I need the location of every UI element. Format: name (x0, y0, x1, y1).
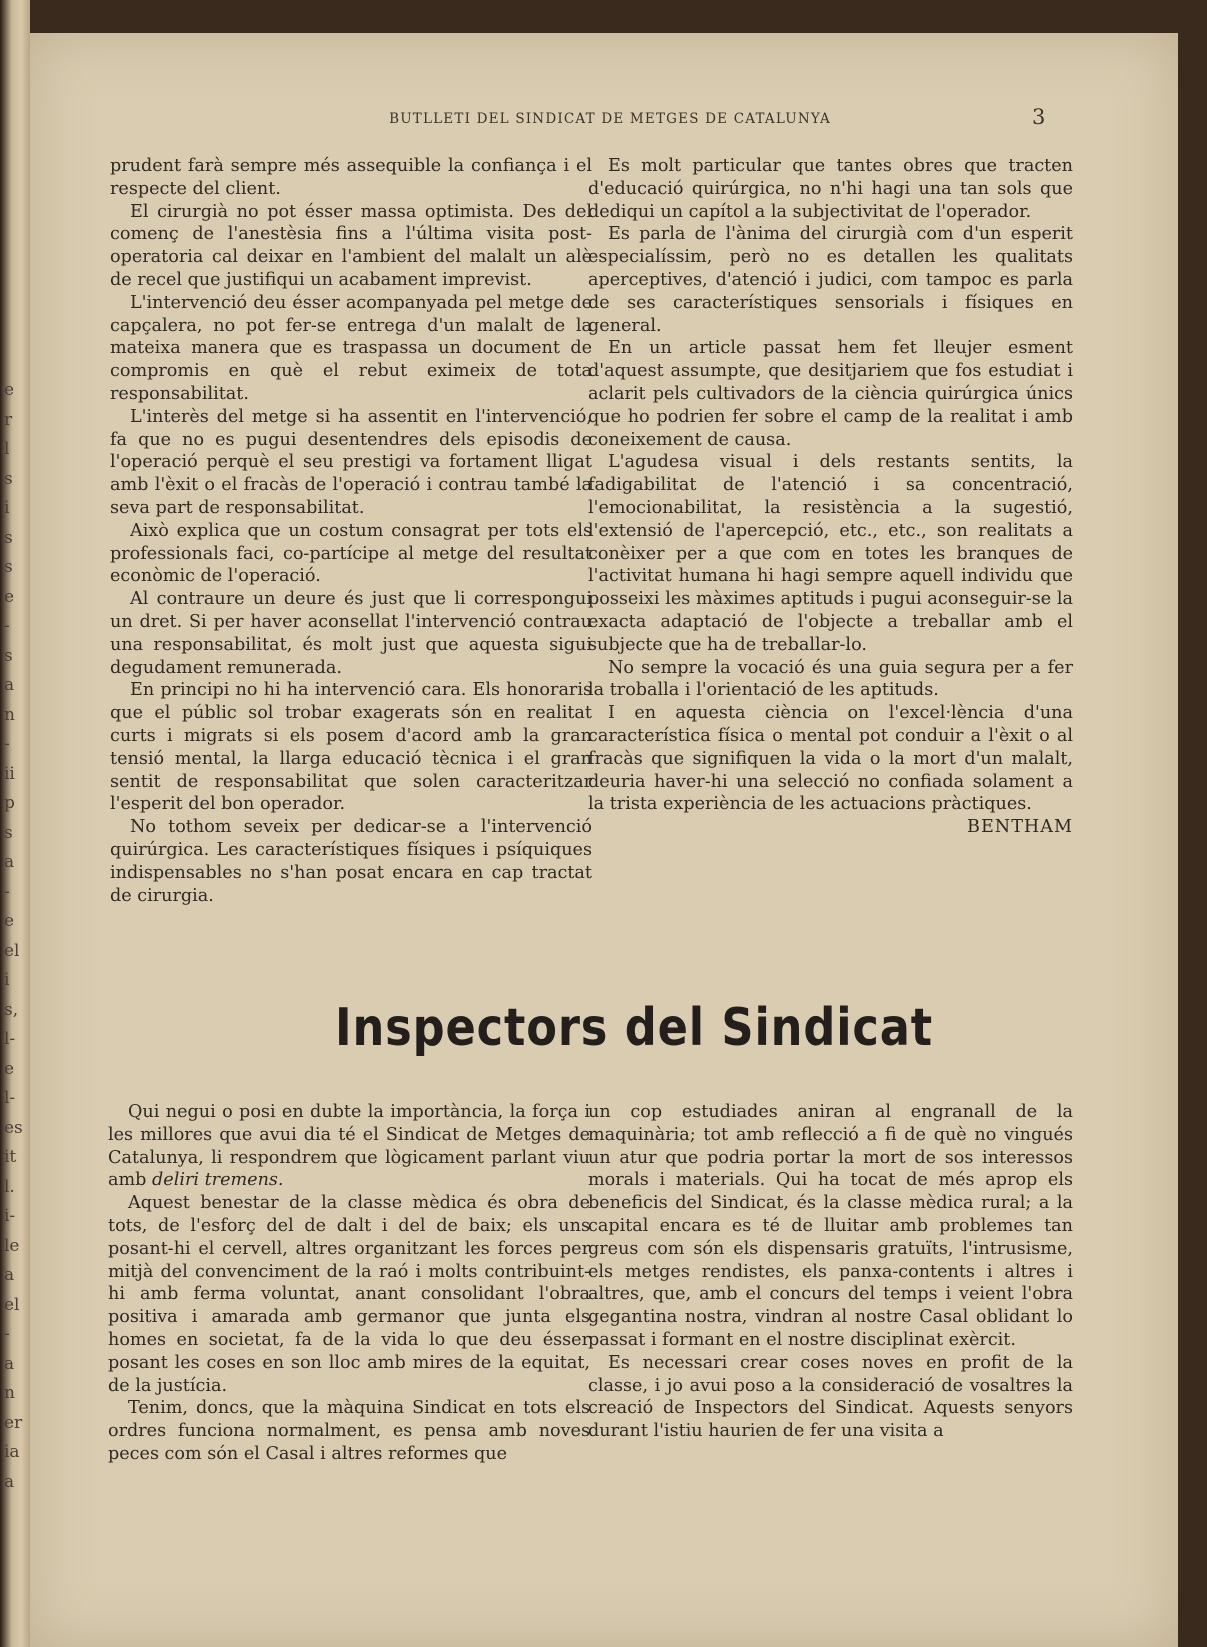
edge-fragment: s (4, 822, 13, 843)
edge-fragment: ia (4, 1442, 20, 1462)
article-title: Inspectors del Sindicat (334, 998, 934, 1058)
edge-fragment: l- (4, 1029, 16, 1049)
edge-fragment: s (4, 557, 13, 577)
edge-fragment: s (4, 527, 13, 548)
edge-fragment: a (4, 1471, 15, 1492)
edge-fragment: - (4, 881, 10, 902)
previous-page-edge (0, 380, 24, 1580)
edge-fragment: a (4, 675, 15, 695)
edge-fragment: s (4, 468, 13, 489)
article2-column-left (108, 1101, 590, 1466)
edge-fragment: l- (4, 1088, 16, 1108)
paragraph: L'agudesa visual i dels restants sentits, la fadigabilitat de l'atenció i sa concentració, l'emocionabilitat, la resistència a la sugestió, l'extensió de l'apercepció, etc., etc., son realitats a conèixer per a que com en totes les branques de l'activitat humana hi hagi sempre aquell individu que posseixi les màximes aptituds i pugui aconseguir-se la exacta adaptació de l'objecte a treballar amb el subjecte que ha de treballar-lo. (588, 452, 1073, 655)
paragraph: Es necessari crear coses noves en profit de la classe, i jo avui poso a la consideració de vosaltres la creació de Inspectors del Sindicat. Aquests senyors durant l'istiu haurien de fer una visita a (588, 1352, 1073, 1442)
paragraph: Això explica que un costum consagrat per tots els professionals faci, co-partícipe al metge del resultat econòmic de l'operació. (110, 520, 592, 587)
paragraph: Al contraure un deure és just que li correspongui un dret. Si per haver aconsellat l'intervenció contrau una responsabilitat, és molt just que aquesta sigui degudament remunerada. (110, 589, 592, 678)
edge-fragment: el (4, 940, 20, 961)
edge-fragment: es (4, 1117, 23, 1138)
article1-column-right (588, 155, 1073, 839)
paragraph: un cop estudiades aniran al engranall de la maquinària; tot amb reflecció a fi de què no vingués un atur que podria portar la mort de sos interessos morals i materials. Qui ha tocat de més aprop els beneficis del Sindicat, és la classe mèdica rural; a la capital encara es té de lluitar amb problemes tan greus com són els dispensaris gratuïts, l'intrusisme, els metges rendistes, els panxa-contents i altres i altres, que, amb el concurs del temps i veient l'obra gegantina nostra, vindran al nostre Casal oblidant lo passat i formant en el nostre disciplinat exèrcit. (588, 1102, 1073, 1350)
running-header: BUTLLETI DEL SINDICAT DE METGES DE CATALUNYA (389, 111, 831, 127)
paragraph: I en aquesta ciència on l'excel·lència d'una característica física o mental pot conduir a l'èxit o al fracàs que signifiquen la vida o la mort d'un malalt, deuria haver-hi una selecció no confiada solament a la trista experiència de les actuacions pràctiques. (588, 703, 1073, 815)
paragraph: No tothom seveix per dedicar-se a l'intervenció quirúrgica. Les característiques físiques i psíquiques indispensables no s'han posat encara en cap tractat de cirurgia. (110, 817, 592, 906)
edge-fragment: it (4, 1147, 17, 1167)
article1-column-left (110, 155, 592, 907)
edge-fragment: - (4, 1324, 10, 1344)
edge-fragment: el (4, 1294, 20, 1315)
edge-fragment: i (4, 498, 10, 518)
author-signature: BENTHAM (967, 817, 1073, 838)
paragraph: L'intervenció deu ésser acompanyada pel metge de capçalera, no pot fer-se entrega d'un malalt de la mateixa manera que es traspassa un document de compromis en què el rebut eximeix de tota responsabilitat. (110, 292, 592, 404)
edge-fragment: s, (4, 999, 19, 1020)
paragraph: Es parla de l'ànima del cirurgià com d'un esperit especialíssim, però no es detallen les qualitats aperceptives, d'atenció i judici, com tampoc es parla de ses característiques sensorials i físiques en general. (588, 224, 1073, 336)
edge-fragment: p (4, 793, 15, 813)
edge-fragment: i (4, 970, 10, 990)
edge-fragment: r (4, 409, 13, 430)
edge-fragment: n (4, 1383, 15, 1403)
edge-fragment: - (4, 734, 10, 754)
paragraph: Es molt particular que tantes obres que tracten d'educació quirúrgica, no n'hi hagi una tan sols que dediqui un capítol a la subjectivitat de l'operador. (588, 156, 1073, 222)
edge-fragment: n (4, 704, 15, 725)
paragraph: L'interès del metge si ha assentit en l'intervenció, fa que no es pugui desentendres dels episodis de l'operació perquè el seu prestigi va fortament lligat amb l'èxit o el fracàs de l'operació i contrau també la seva part de responsabilitat. (110, 406, 592, 518)
italic-phrase: deliri tremens. (152, 1170, 284, 1191)
paragraph (108, 1101, 590, 1192)
edge-fragment: e (4, 911, 15, 931)
paragraph: Tenim, doncs, que la màquina Sindicat en tots els ordres funciona normalment, es pensa amb noves peces com són el Casal i altres reformes que (108, 1398, 590, 1464)
paragraph: Aquest benestar de la classe mèdica és obra de tots, de l'esforç del de dalt i del de baix; els uns posant-hi el cervell, altres organitzant les forces per mitjà del convenciment de la raó i molts contribuint-hi amb ferma voluntat, anant consolidant l'obra positiva i amarada amb germanor que junta els homes en societat, fa de la vida lo que deu ésser posant les coses en son lloc amb mires de la equitat, de la justícia. (108, 1193, 590, 1396)
edge-fragment: l (4, 439, 10, 459)
edge-fragment: e (4, 1058, 15, 1079)
edge-fragment: e (4, 380, 15, 400)
edge-fragment: le (4, 1235, 20, 1256)
edge-fragment: a (4, 1353, 15, 1374)
edge-fragment: ii (4, 763, 15, 784)
page (30, 33, 1178, 1647)
edge-fragment: l. (4, 1176, 15, 1197)
edge-fragment: er (4, 1412, 23, 1433)
paragraph: En un article passat hem fet lleujer esment d'aquest assumpte, que desitjariem que fos estudiat i aclarit pels cultivadors de la ciència quirúrgica únics que ho podrien fer sobre el camp de la realitat i amb coneixement de causa. (588, 338, 1073, 450)
paragraph: No sempre la vocació és una guia segura per a fer la troballa i l'orientació de les aptituds. (588, 657, 1073, 701)
paragraph: En principi no hi ha intervenció cara. Els honoraris que el públic sol trobar exagerats són en realitat curts i migrats si els posem d'acord amb la gran tensió mental, la llarga educació tècnica i el gran sentit de responsabilitat que solen caracteritzar l'esperit del bon operador. (110, 680, 592, 815)
paragraph-text: Qui negui o posi en dubte la importància, la força i les millores que avui dia té el Sindicat de Metges de Catalunya, li respondrem que lògicament parlant viu amb (108, 1102, 590, 1191)
edge-fragment: a (4, 1265, 15, 1285)
page-number: 3 (1032, 105, 1046, 129)
edge-fragment: i- (4, 1206, 16, 1226)
edge-fragment: s (4, 645, 13, 666)
edge-fragment: e (4, 586, 15, 607)
edge-fragment: - (4, 616, 10, 636)
paragraph: prudent farà sempre més assequible la confiança i el respecte del client. (110, 156, 592, 199)
paragraph: El cirurgià no pot ésser massa optimista. Des del començ de l'anestèsia fins a l'última visita post-operatoria cal deixar en l'ambient del malalt un alè de recel que justifiqui un acabament imprevist. (110, 201, 592, 290)
edge-fragment: a (4, 852, 15, 872)
article2-column-right (588, 1101, 1073, 1443)
